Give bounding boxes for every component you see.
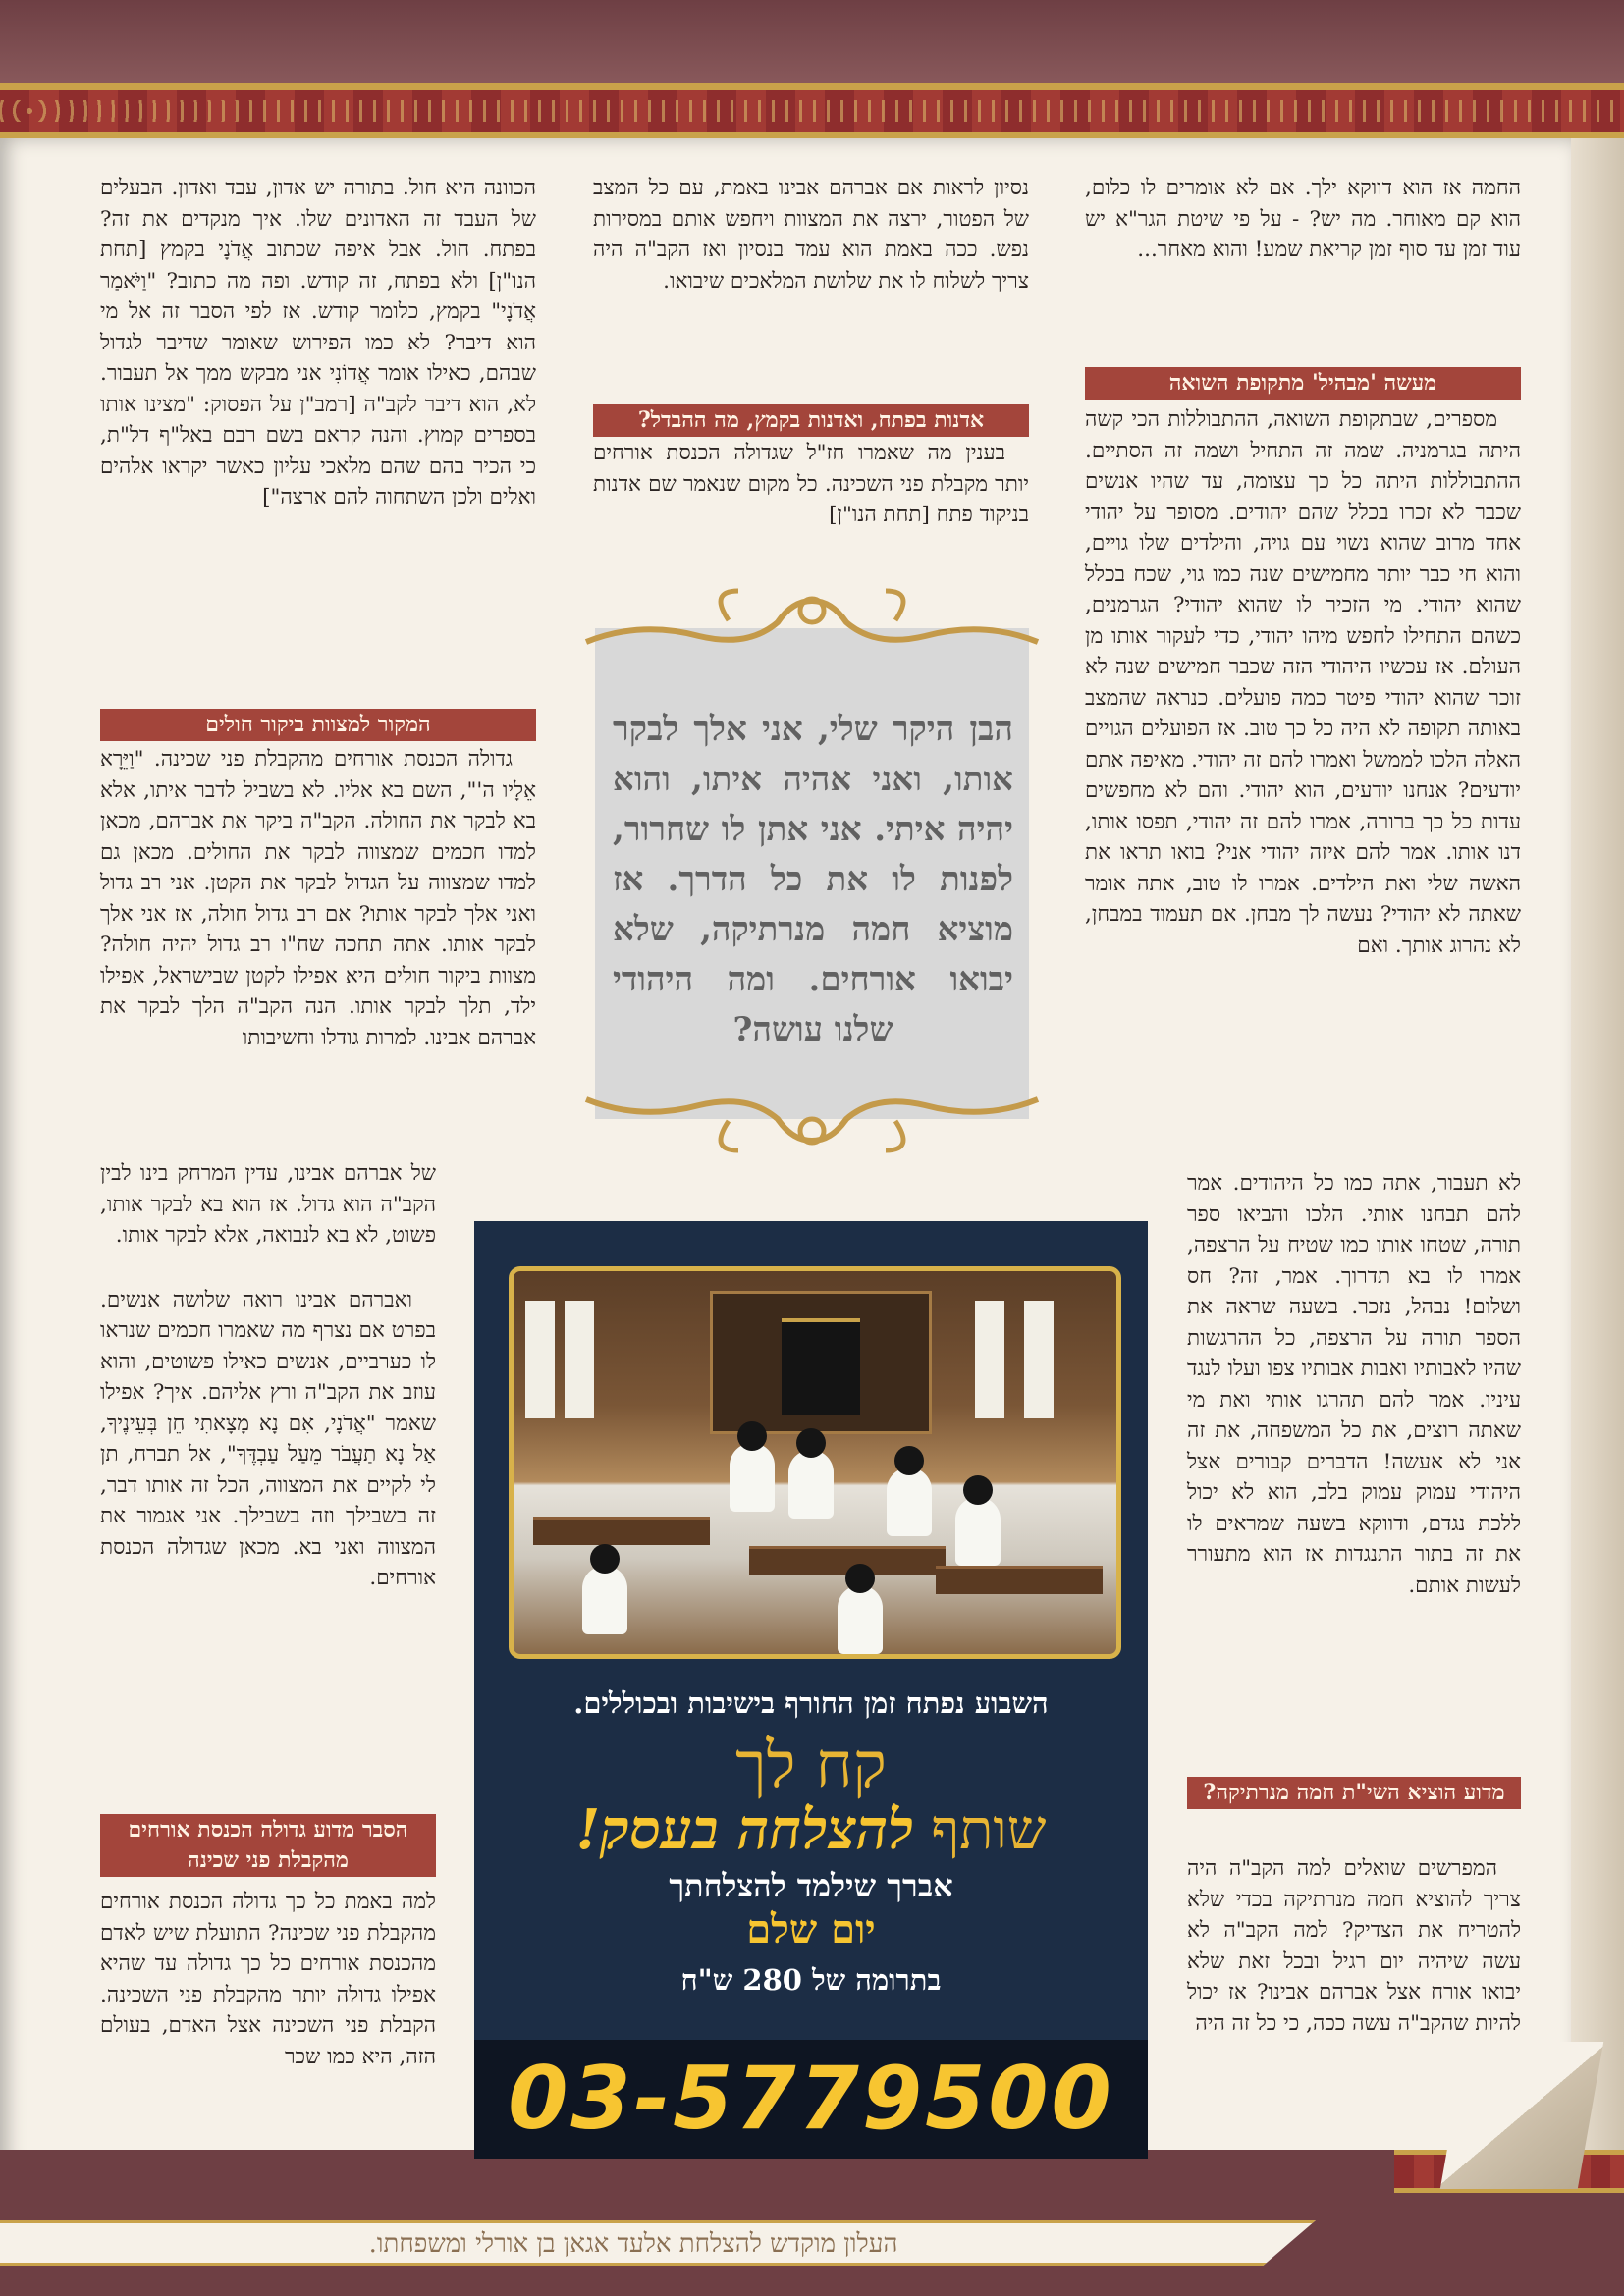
top-flourish-ornament (581, 581, 1043, 656)
page-edge-shadow (1571, 138, 1624, 2200)
left-column-middle (100, 744, 536, 1053)
middle-paragraph-2: בענין מה שאמרו חז"ל שגדולה הכנסת אורחים יותר מקבלת פני השכינה. כל מקום שנאמר שם אדנות בניקוד פתח [תחת הנו"ן] (593, 441, 1029, 527)
left-paragraph-4: ואברהם אבינו רואה שלושה אנשים. בפרט אם נצרף מה שאמרו חכמים שנראו לו כערביים, אנשים כאילו פשוטים, והוא עוזב את הקב"ה ורץ אליהם. איך? אפילו שאמר "אֲדֹנָי, אִם נָא מָצָאתִי חֵן בְּעֵינֶיךָ, אַל נָא תַעֲבֹר מֵעַל עַבְדֶּךָ", אל תברח, תן לי לקיים את המצווה, הכל זה אותו דבר, זה בשבילך וזה בשבילך. אני אגמור את המצווה ואני בא. מכאן שגדולה הכנסת אורחים. (100, 1287, 436, 1590)
heading-holocaust-story: מעשה 'מבהיל' מתקופת השואה (1085, 367, 1521, 400)
top-background (0, 0, 1624, 88)
left-paragraph-2: גדולה הכנסת אורחים מהקבלת פני שכינה. "וַיֵּרָא אֵלָיו ה'", השם בא אליו. לא בשביל לדבר איתו, אלא בא לבקר את החולה. הקב"ה ביקר את אברהם, מכאן למדו חכמים שמצווה לבקר את החולים. מכאן גם למדו שמצווה על הגדול לבקר את הקטן. אני רב גדול ואני אלך לבקר אותו? אם רב גדול חולה, אז אני אלך לבקר אותו. אתה תחכה שח"ו רב גדול יהיה חולה? מצוות ביקור חולים היא אפילו לקטן שבישראל, אפילו ילד, תלך לבקר אותו. הנה הקב"ה הלך לבקר את אברהם אבינו. למרות גודלו וחשיבותו (100, 747, 536, 1050)
left-paragraph-1: הכוונה היא חול. בתורה יש אדון, עבד ואדון. הבעלים של העבד זה האדונים שלו. איך מנקדים את זה? בפתח. חול. אבל איפה שכתוב אֲדֹנָי בקמץ [תחת הנו"ן] ולא בפתח, זה קודש. ופה מה כתוב? "וַיֹּאמַר אֲדֹנָי" בקמץ, כלומר קודש. אז לפי הסבר זה אל מי הוא דיבר? לא כמו הפירוש שאומר שדיבר לגדול שבהם, כאילו אומר אֲדוֹנִי אני מבקש ממך אל תעבור. לא, הוא דיבר לקב"ה [רמב"ן על הפסוק: "מצינו אותו בספרים קמוץ. והנה קראם בשם רבם באל"ף דל"ת, כי הכיר בהם שהם מלאכי עליון כאשר יקראו אלהים ואלים ולכן השתחוה להם ארצה"] (100, 176, 536, 509)
bottom-flourish-ornament (581, 1086, 1043, 1160)
right-paragraph-4: המפרשים שואלים למה הקב"ה היה צריך להוציא חמה מנרתיקה בכדי שלא להטריח את הצדיק? למה הקב"ה לא עשה שיהיה יום רגיל ובכל זאת שלא יבואו אורח אצל אברהם אבינו? אז יכול להיות שהקב"ה עשה ככה, כי כל זה היה (1187, 1856, 1521, 2036)
right-column-bottom (1187, 1853, 1521, 2039)
right-paragraph-1: החמה אז הוא דווקא ילך. אם לא אומרים לו כלום, הוא קם מאוחר. מה יש? - על פי שיטת הגר"א יש עוד זמן עד סוף זמן קריאת שמע! והוא מאחר... (1085, 176, 1521, 262)
ad-donation-amount: בתרומה של 280 ש"ח (680, 1963, 942, 1997)
left-column-narrow (100, 1158, 436, 1594)
ad-full-day: יום שלם (746, 1906, 876, 1952)
ad-phone-number[interactable]: 03-5779500 (508, 2048, 1114, 2149)
ad-learn-line: אברך שילמד להצלחתך (669, 1867, 953, 1904)
right-column-middle (1085, 404, 1521, 961)
middle-column-top (593, 173, 1029, 296)
right-column-top (1085, 173, 1521, 266)
right-paragraph-2: מספרים, שבתקופת השואה, ההתבוללות הכי קשה היתה בגרמניה. שמה זה התחיל ושמה זה הסתיים. ההתבוללות היתה כל כך עצומה, עד שהיו אנשים שכבר לא זכרו בכלל שהם יהודים. מסופר על יהודי אחד מרוב שהוא נשוי עם גויה, והילדים שלו גויים, והוא חי כבר יותר מחמישים שנה כמו גוי, שכח בכלל שהוא יהודי. מי הזכיר לו שהוא יהודי? הגרמנים, כשהם התחילו לחפש מיהו יהודי, כדי לעקור אותו מן העולם. אז עכשיו היהודי הזה שכבר חמישים שנה לא זוכר שהוא יהודי פיטר כמה פועלים. כנראה שהמצב באותה תקופה לא היה כל כך טוב. אז הפועלים הגויים האלה הלכו לממשל ואמרו להם זה יהודי. מאיפה אתם יודעים? אנחנו יודעים, הוא יהודי. והם לא מחפשים עדות כל כך ברורה, אמרו להם זה יהודי, תפסו אותו, דנו אותו. אמר להם איזה יהודי אני? בואו תראו את האשה שלי ואת הילדים. אמרו לו טוב, אתה אומר שאתה לא יהודי? נעשה לך מבחן. אם תעמוד במבחן, לא נהרוג אותך. ואם (1085, 407, 1521, 958)
heading-explanation: הסבר מדוע גדולה הכנסת אורחים מהקבלת פני שכינה (100, 1814, 436, 1877)
ad-partner-line (474, 1798, 1148, 1862)
right-paragraph-3: לא תעבור, אתה כמו כל היהודים. אמר להם תבחנו אותי. הלכו והביאו ספר תורה, שטחו אותו כמו שטיח על הרצפה, אמרו לו בא תדרוך. אמר, זה? חס ושלום! נבהל, נזכר. בשעה שראה את הספר תורה על הרצפה, כל ההרגשות שהיו לאבותיו ואבות אבותיו צפו ועלו לנגד עיניו. אמר להם תהרגו אותי ואת מי שאתה רוצים, את כל המשפחה, את זה אני לא אעשה! הדברים קבורים אצל היהודי עמוק עמוק בלב, הוא לא יכול ללכת נגדם, ודווקא בשעה שמראים לו את זה בתור התנגדות אז הוא מתעורר לעשות אותם. (1187, 1171, 1521, 1598)
dedication-footer: העלון מוקדש להצלחת אלעד אגאן בן אורלי ומשפחתו. (368, 2229, 898, 2259)
yeshiva-study-hall-photo (509, 1266, 1121, 1659)
middle-column-middle (593, 438, 1029, 531)
quote-text: הבן היקר שלי, אני אלך לבקר אותו, ואני אהיה איתו, והוא יהיה איתי. אני אתן לו שחרור, לפנות לו את כל הדרך. אז מוציא חמה מנרתיקה, שלא יבואו אורחים. ומה היהודי שלנו עושה? (613, 710, 1013, 1049)
left-paragraph-3: של אברהם אבינו, עדין המרחק בינו לבין הקב"ה הוא גדול. אז הוא בא לבקר אותו, פשוט, לא בא לנבואה, אלא לבקר אותו. (100, 1161, 436, 1248)
left-paragraph-5: למה באמת כל כך גדולה הכנסת אורחים מהקבלת פני שכינה? התועלת שיש לאדם מהכנסת אורחים כל כך גדולה עד שהיא אפילו גדולה יותר מהקבלת פני השכינה. הקבלת פני השכינה אצל האדם, בעולם הזה, היא כמו שכר (100, 1890, 436, 2069)
ad-take-for-you: קח לך (735, 1730, 887, 1802)
page-curl (1440, 2042, 1603, 2189)
ad-partner-word: שותף (913, 1798, 1047, 1862)
heading-adnut: אדנות בפתח, ואדנות בקמץ, מה ההבדל? (593, 404, 1029, 437)
ad-success-phrase: להצלחה בעסק! (575, 1797, 914, 1862)
heading-why-sun: מדוע הוציא השי"ת חמה מנרתיקה? (1187, 1777, 1521, 1809)
top-ornament-band (0, 83, 1624, 138)
heading-visiting-sick: המקור למצוות ביקור חולים (100, 709, 536, 741)
left-column-bottom (100, 1887, 436, 2072)
ad-headline: השבוע נפתח זמן החורף בישיבות ובכוללים. (573, 1686, 1049, 1720)
right-column-narrow (1187, 1168, 1521, 1601)
left-column-top (100, 173, 536, 513)
middle-paragraph-1: נסיון לראות אם אברהם אבינו באמת, עם כל המצב של הפטור, ירצה את המצוות ויחפש אותם במסירות נפש. ככה באמת הוא עמד בנסיון ואז הקב"ה היה צריך לשלוח לו את שלושת המלאכים שיבואו. (593, 176, 1029, 294)
